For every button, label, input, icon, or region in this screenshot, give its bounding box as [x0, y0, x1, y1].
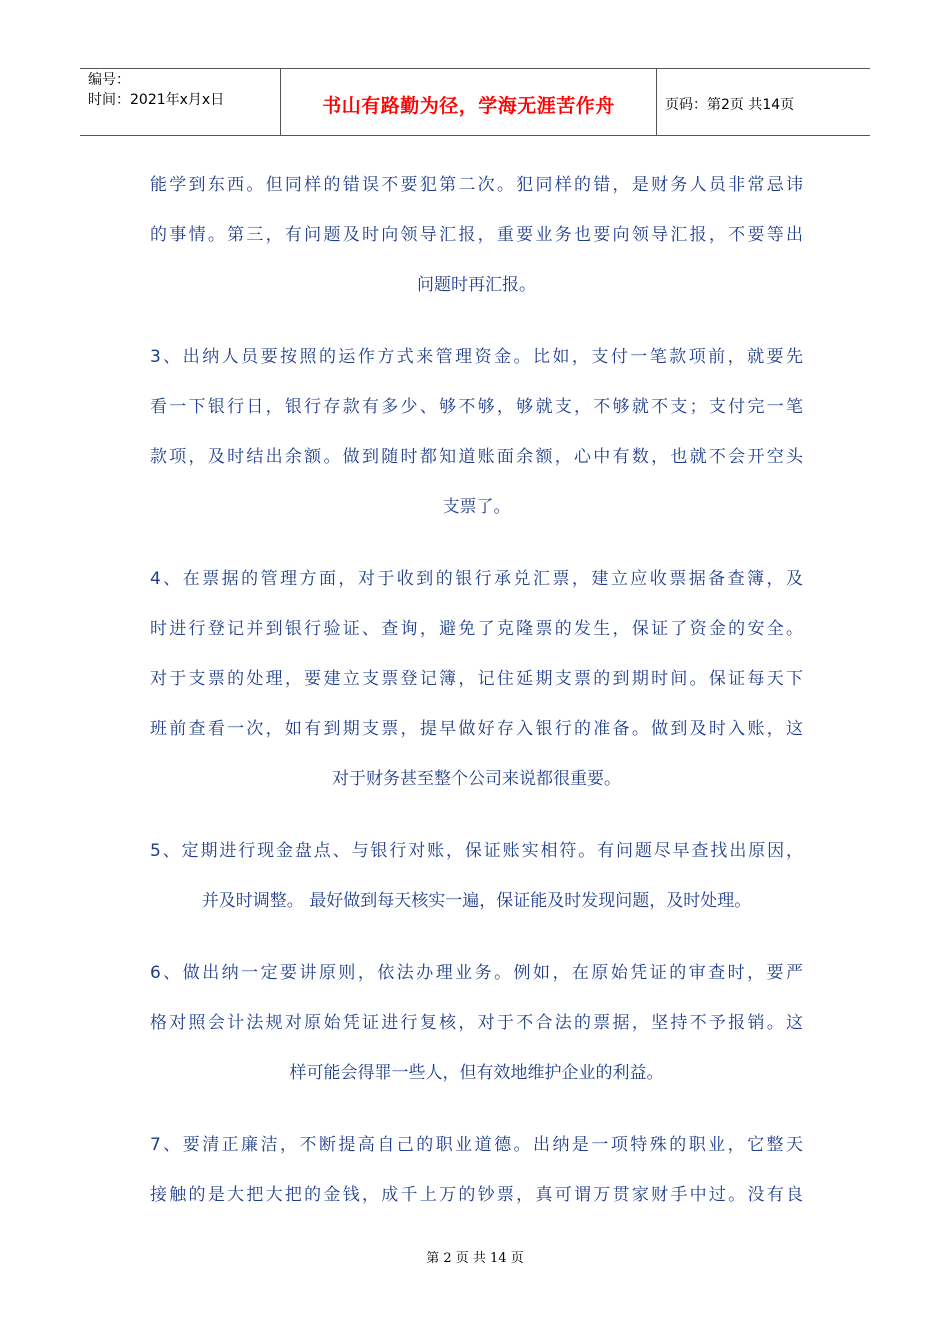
header-page-label: 页码：第2页 共14页 [665, 97, 795, 113]
paragraph [150, 332, 803, 532]
paragraph [150, 554, 803, 804]
header-motto: 书山有路勤为径，学海无涯苦作舟 [281, 69, 657, 135]
time-label: 时间：2021年x月x日 [88, 92, 225, 108]
text-line: 看一下银行日，银行存款有多少、够不够，够就支，不够就不支；支付完一笔 [150, 397, 803, 417]
text-line: 的事情。第三，有问题及时向领导汇报，重要业务也要向领导汇报，不要等出 [150, 225, 803, 245]
page-footer: 第 2 页 共 14 页 [426, 1251, 524, 1266]
text-line: 7、要清正廉洁，不断提高自己的职业道德。出纳是一项特殊的职业，它整天 [150, 1135, 803, 1155]
text-line: 接触的是大把大把的金钱，成千上万的钞票，真可谓万贯家财手中过。没有良 [150, 1185, 803, 1205]
paragraph [150, 826, 803, 926]
text-line: 支票了。 [442, 497, 511, 517]
text-line: 对于支票的处理，要建立支票登记簿，记住延期支票的到期时间。保证每天下 [150, 669, 803, 689]
text-line: 时进行登记并到银行验证、查询，避免了克隆票的发生，保证了资金的安全。 [150, 619, 803, 639]
text-line: 5、定期进行现金盘点、与银行对账，保证账实相符。有问题尽早查找出原因， [150, 841, 803, 861]
paragraph [150, 160, 803, 310]
text-line: 班前查看一次，如有到期支票，提早做好存入银行的准备。做到及时入账，这 [150, 719, 803, 739]
document-body [150, 160, 803, 1242]
text-line: 问题时再汇报。 [417, 275, 536, 295]
text-line: 并及时调整。 最好做到每天核实一遍，保证能及时发现问题，及时处理。 [201, 891, 752, 911]
text-line: 格对照会计法规对原始凭证进行复核，对于不合法的票据，坚持不予报销。这 [150, 1013, 803, 1033]
header-meta [80, 69, 281, 135]
text-line: 样可能会得罪一些人，但有效地维护企业的利益。 [289, 1063, 664, 1083]
text-line: 4、在票据的管理方面，对于收到的银行承兑汇票，建立应收票据备查簿，及 [150, 569, 803, 589]
text-line: 能学到东西。但同样的错误不要犯第二次。犯同样的错，是财务人员非常忌讳 [150, 175, 803, 195]
text-line: 6、做出纳一定要讲原则，依法办理业务。例如，在原始凭证的审查时，要严 [150, 963, 803, 983]
text-line: 3、出纳人员要按照的运作方式来管理资金。比如，支付一笔款项前，就要先 [150, 347, 803, 367]
number-label: 编号： [88, 72, 130, 88]
text-line: 款项，及时结出余额。做到随时都知道账面余额，心中有数，也就不会开空头 [150, 447, 803, 467]
paragraph [150, 948, 803, 1098]
page-header [80, 68, 870, 136]
text-line: 对于财务甚至整个公司来说都很重要。 [332, 769, 621, 789]
paragraph [150, 1120, 803, 1220]
